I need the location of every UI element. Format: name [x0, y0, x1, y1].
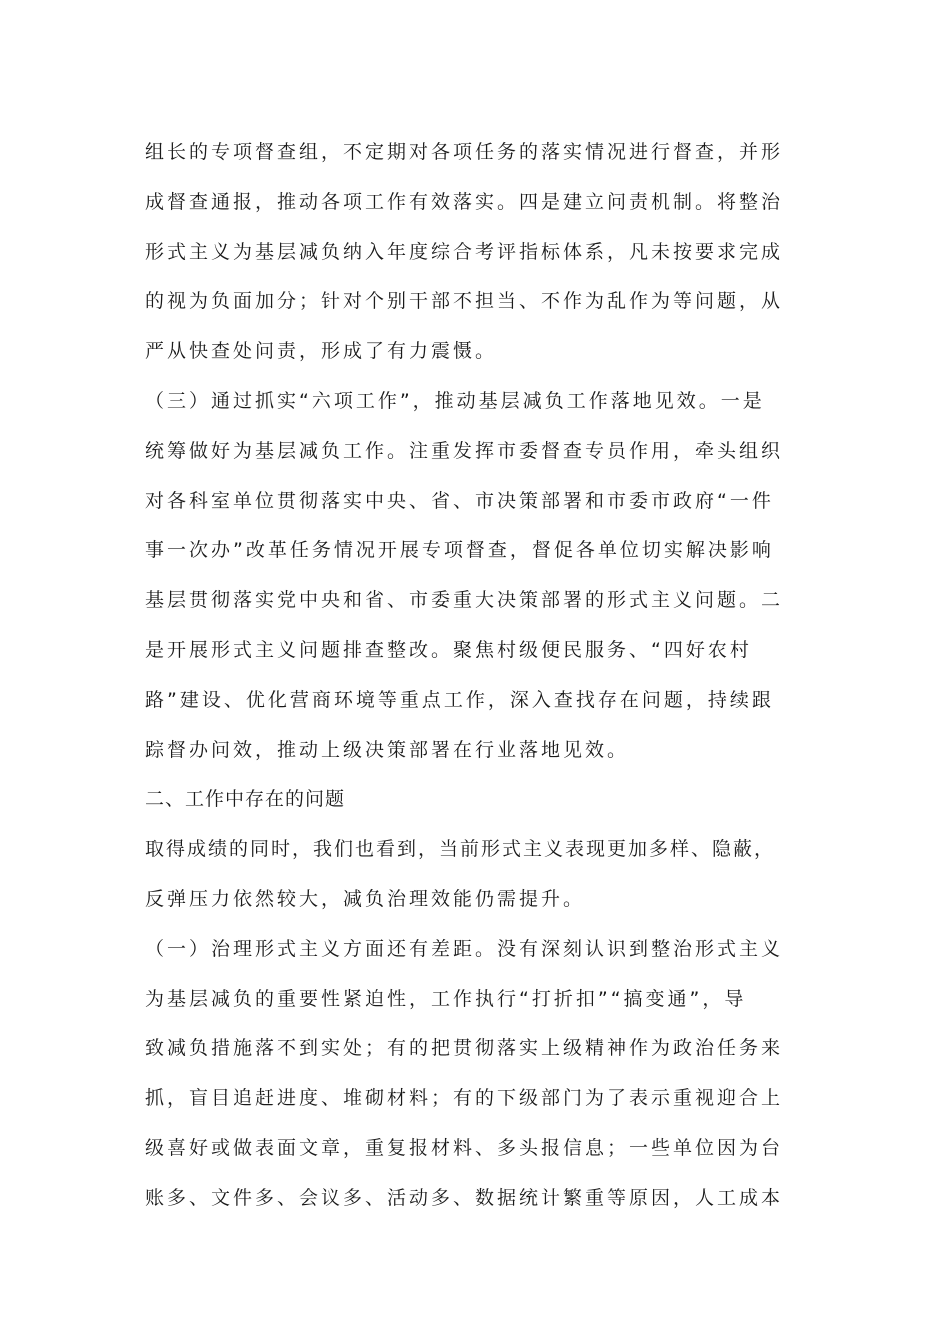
text-line: 形式主义为基层减负纳入年度综合考评指标体系，凡未按要求完成: [145, 240, 784, 263]
text-line: 成督查通报，推动各项工作有效落实。四是建立问责机制。将整治: [145, 190, 784, 213]
text-line: 严从快查处问责，形成了有力震慑。: [145, 340, 498, 363]
text-line: 级喜好或做表面文章，重复报材料、多头报信息；一些单位因为台: [145, 1136, 784, 1159]
text-line: 反弹压力依然较大，减负治理效能仍需提升。: [145, 887, 586, 910]
text-line: 对各科室单位贯彻落实中央、省、市决策部署和市委市政府“一件: [145, 489, 774, 512]
text-line: 基层贯彻落实党中央和省、市委重大决策部署的形式主义问题。二: [145, 589, 784, 612]
text-line: 的视为负面加分；针对个别干部不担当、不作为乱作为等问题，从: [145, 290, 784, 313]
document-body: [145, 128, 810, 1224]
text-line: 是开展形式主义问题排查整改。聚焦村级便民服务、“四好农村: [145, 638, 752, 661]
text-line: 抓，盲目追赶进度、堆砌材料；有的下级部门为了表示重视迎合上: [145, 1087, 784, 1110]
text-line: 组长的专项督查组，不定期对各项任务的落实情况进行督查，并形: [145, 141, 784, 163]
text-line: 踪督办问效，推动上级决策部署在行业落地见效。: [145, 738, 630, 761]
text-line: 路”建设、优化营商环境等重点工作，深入查找存在问题，持续跟: [145, 688, 774, 711]
text-line: 账多、文件多、会议多、活动多、数据统计繁重等原因，人工成本: [145, 1186, 784, 1209]
text-line: 事一次办”改革任务情况开展专项督查，督促各单位切实解决影响: [145, 539, 774, 562]
text-line: 为基层减负的重要性紧迫性，工作执行“打折扣”“搞变通”，导: [145, 987, 747, 1010]
text-line: （三）通过抓实“六项工作”，推动基层减负工作落地见效。一是: [145, 389, 765, 412]
text-line: 统筹做好为基层减负工作。注重发挥市委督查专员作用，牵头组织: [145, 439, 784, 462]
text-line: 取得成绩的同时，我们也看到，当前形式主义表现更加多样、隐蔽，: [145, 838, 776, 861]
text-line: （一）治理形式主义方面还有差距。没有深刻认识到整治形式主义: [145, 937, 784, 960]
section-heading: 二、工作中存在的问题: [145, 788, 346, 811]
text-line: 致减负措施落不到实处；有的把贯彻落实上级精神作为政治任务来: [145, 1037, 784, 1060]
